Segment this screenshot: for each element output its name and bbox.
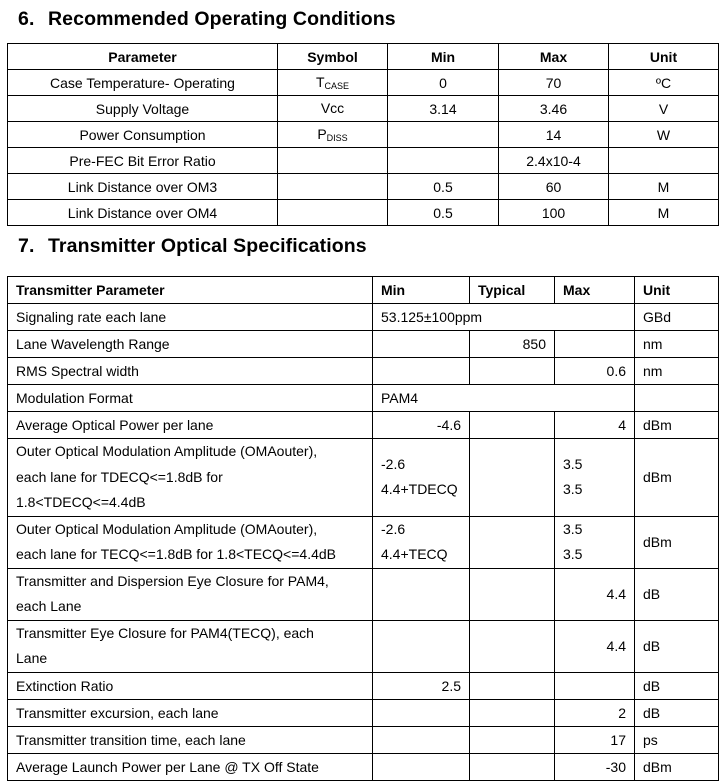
max-cell: 100 xyxy=(499,200,609,226)
typical-cell xyxy=(470,568,555,620)
min-cell xyxy=(373,726,470,753)
max-cell: 2 xyxy=(555,699,635,726)
parameter-line: each lane for TDECQ<=1.8dB for xyxy=(16,468,223,485)
unit-cell: ºC xyxy=(609,70,719,96)
unit-cell: nm xyxy=(635,358,719,385)
parameter-cell: Link Distance over OM4 xyxy=(8,200,278,226)
max-cell xyxy=(555,331,635,358)
max-cell: 2.4x10-4 xyxy=(499,148,609,174)
table-row xyxy=(8,568,719,620)
spanned-value-cell: PAM4 xyxy=(373,385,635,412)
max-cell: 4.4 xyxy=(555,620,635,672)
typical-cell xyxy=(470,753,555,780)
unit-cell: GBd xyxy=(635,304,719,331)
parameter-cell xyxy=(8,568,373,620)
max-line: 3.5 xyxy=(563,481,583,498)
section-6-number: 6. xyxy=(18,8,35,30)
parameter-line: Transmitter and Dispersion Eye Closure for PAM4, xyxy=(16,572,329,589)
parameter-line: 1.8<TDECQ<=4.4dB xyxy=(16,494,146,510)
typical-cell xyxy=(470,412,555,439)
column-header: Min xyxy=(388,44,499,70)
parameter-line: Outer Optical Modulation Amplitude (OMAouter), xyxy=(16,443,318,459)
parameter-cell: Pre-FEC Bit Error Ratio xyxy=(8,148,278,174)
table-row xyxy=(8,385,719,412)
symbol-cell: $T_{CASE}$ xyxy=(278,70,388,96)
max-cell xyxy=(555,516,635,568)
parameter-cell: Link Distance over OM3 xyxy=(8,174,278,200)
table-row xyxy=(8,70,719,96)
table-header-row xyxy=(8,277,719,304)
min-cell: 3.14 xyxy=(388,96,499,122)
typical-cell xyxy=(470,620,555,672)
column-header: Unit xyxy=(609,44,719,70)
operating-conditions-table xyxy=(7,43,719,226)
unit-cell xyxy=(609,148,719,174)
unit-cell: dBm xyxy=(635,753,719,780)
table-row xyxy=(8,174,719,200)
table-row xyxy=(8,699,719,726)
parameter-line: Transmitter Eye Closure for PAM4(TECQ), each xyxy=(16,624,314,641)
parameter-line: Lane xyxy=(16,650,48,666)
typical-cell xyxy=(470,726,555,753)
section-6-title: Recommended Operating Conditions xyxy=(48,8,396,30)
typical-cell xyxy=(470,358,555,385)
parameter-line: Outer Optical Modulation Amplitude (OMAouter), xyxy=(16,520,318,537)
min-cell: 0 xyxy=(388,70,499,96)
max-cell xyxy=(555,439,635,517)
column-header: Max xyxy=(499,44,609,70)
symbol-cell xyxy=(278,200,388,226)
max-cell: 4.4 xyxy=(555,568,635,620)
parameter-cell: Supply Voltage xyxy=(8,96,278,122)
parameter-cell: Average Launch Power per Lane @ TX Off State xyxy=(8,753,373,780)
min-line: -2.6 xyxy=(381,455,406,472)
min-cell: 0.5 xyxy=(388,174,499,200)
max-cell: -30 xyxy=(555,753,635,780)
table-row xyxy=(8,412,719,439)
symbol-cell xyxy=(278,174,388,200)
unit-cell: dB xyxy=(635,568,719,620)
min-cell xyxy=(373,620,470,672)
section-6-heading xyxy=(18,8,396,31)
column-header: Unit xyxy=(635,277,719,304)
parameter-cell: Lane Wavelength Range xyxy=(8,331,373,358)
table-row xyxy=(8,439,719,517)
min-cell xyxy=(373,439,470,517)
unit-cell: M xyxy=(609,200,719,226)
table-row xyxy=(8,331,719,358)
column-header: Max xyxy=(555,277,635,304)
max-cell: 17 xyxy=(555,726,635,753)
table-row xyxy=(8,122,719,148)
max-cell: 4 xyxy=(555,412,635,439)
max-line: 3.5 xyxy=(563,455,583,472)
unit-cell: dBm xyxy=(635,516,719,568)
transmitter-specs-table xyxy=(7,276,719,781)
column-header: Symbol xyxy=(278,44,388,70)
typical-cell xyxy=(470,672,555,699)
unit-cell: M xyxy=(609,174,719,200)
unit-cell: W xyxy=(609,122,719,148)
parameter-cell xyxy=(8,439,373,517)
parameter-cell: Transmitter excursion, each lane xyxy=(8,699,373,726)
parameter-cell xyxy=(8,516,373,568)
typical-cell xyxy=(470,699,555,726)
min-cell: 2.5 xyxy=(373,672,470,699)
min-cell xyxy=(373,753,470,780)
unit-cell: dB xyxy=(635,699,719,726)
table-row xyxy=(8,753,719,780)
parameter-cell: Transmitter transition time, each lane xyxy=(8,726,373,753)
symbol-cell: Vcc xyxy=(278,96,388,122)
max-cell: 70 xyxy=(499,70,609,96)
max-cell: 0.6 xyxy=(555,358,635,385)
unit-cell: V xyxy=(609,96,719,122)
unit-cell xyxy=(635,385,719,412)
parameter-cell: Case Temperature- Operating xyxy=(8,70,278,96)
typical-cell: 850 xyxy=(470,331,555,358)
column-header: Parameter xyxy=(8,44,278,70)
unit-cell: dB xyxy=(635,672,719,699)
table-row xyxy=(8,672,719,699)
table-header-row xyxy=(8,44,719,70)
max-cell: 60 xyxy=(499,174,609,200)
unit-cell: ps xyxy=(635,726,719,753)
min-cell: 0.5 xyxy=(388,200,499,226)
min-cell xyxy=(388,122,499,148)
section-7-heading xyxy=(18,235,367,258)
parameter-line: each lane for TECQ<=1.8dB for 1.8<TECQ<=4.4dB xyxy=(16,546,336,562)
unit-cell: dBm xyxy=(635,439,719,517)
max-cell: 3.46 xyxy=(499,96,609,122)
min-cell: -4.6 xyxy=(373,412,470,439)
min-cell xyxy=(373,568,470,620)
parameter-cell: RMS Spectral width xyxy=(8,358,373,385)
spanned-value-cell: 53.125±100ppm xyxy=(373,304,635,331)
unit-cell: dBm xyxy=(635,412,719,439)
symbol-cell xyxy=(278,148,388,174)
column-header: Typical xyxy=(470,277,555,304)
parameter-cell: Average Optical Power per lane xyxy=(8,412,373,439)
typical-cell xyxy=(470,439,555,517)
typical-cell xyxy=(470,516,555,568)
max-cell: 14 xyxy=(499,122,609,148)
section-7-number: 7. xyxy=(18,235,35,257)
table-row xyxy=(8,200,719,226)
min-line: 4.4+TDECQ xyxy=(381,481,458,498)
min-cell xyxy=(373,331,470,358)
symbol-cell: $P_{DISS}$ xyxy=(278,122,388,148)
min-cell xyxy=(373,516,470,568)
table-row xyxy=(8,148,719,174)
parameter-cell: Extinction Ratio xyxy=(8,672,373,699)
table-row xyxy=(8,726,719,753)
min-cell xyxy=(388,148,499,174)
table-row xyxy=(8,358,719,385)
min-cell xyxy=(373,358,470,385)
section-7-title: Transmitter Optical Specifications xyxy=(48,235,367,257)
parameter-cell xyxy=(8,620,373,672)
table-row xyxy=(8,96,719,122)
max-line: 3.5 xyxy=(563,520,583,537)
max-cell xyxy=(555,672,635,699)
table-row xyxy=(8,516,719,568)
min-line: -2.6 xyxy=(381,520,406,537)
parameter-cell: Modulation Format xyxy=(8,385,373,412)
min-cell xyxy=(373,699,470,726)
min-line: 4.4+TECQ xyxy=(381,546,448,562)
column-header: Min xyxy=(373,277,470,304)
unit-cell: nm xyxy=(635,331,719,358)
table-row xyxy=(8,620,719,672)
column-header: Transmitter Parameter xyxy=(8,277,373,304)
max-line: 3.5 xyxy=(563,546,583,562)
parameter-cell: Signaling rate each lane xyxy=(8,304,373,331)
parameter-cell: Power Consumption xyxy=(8,122,278,148)
table-row xyxy=(8,304,719,331)
parameter-line: each Lane xyxy=(16,598,82,614)
unit-cell: dB xyxy=(635,620,719,672)
